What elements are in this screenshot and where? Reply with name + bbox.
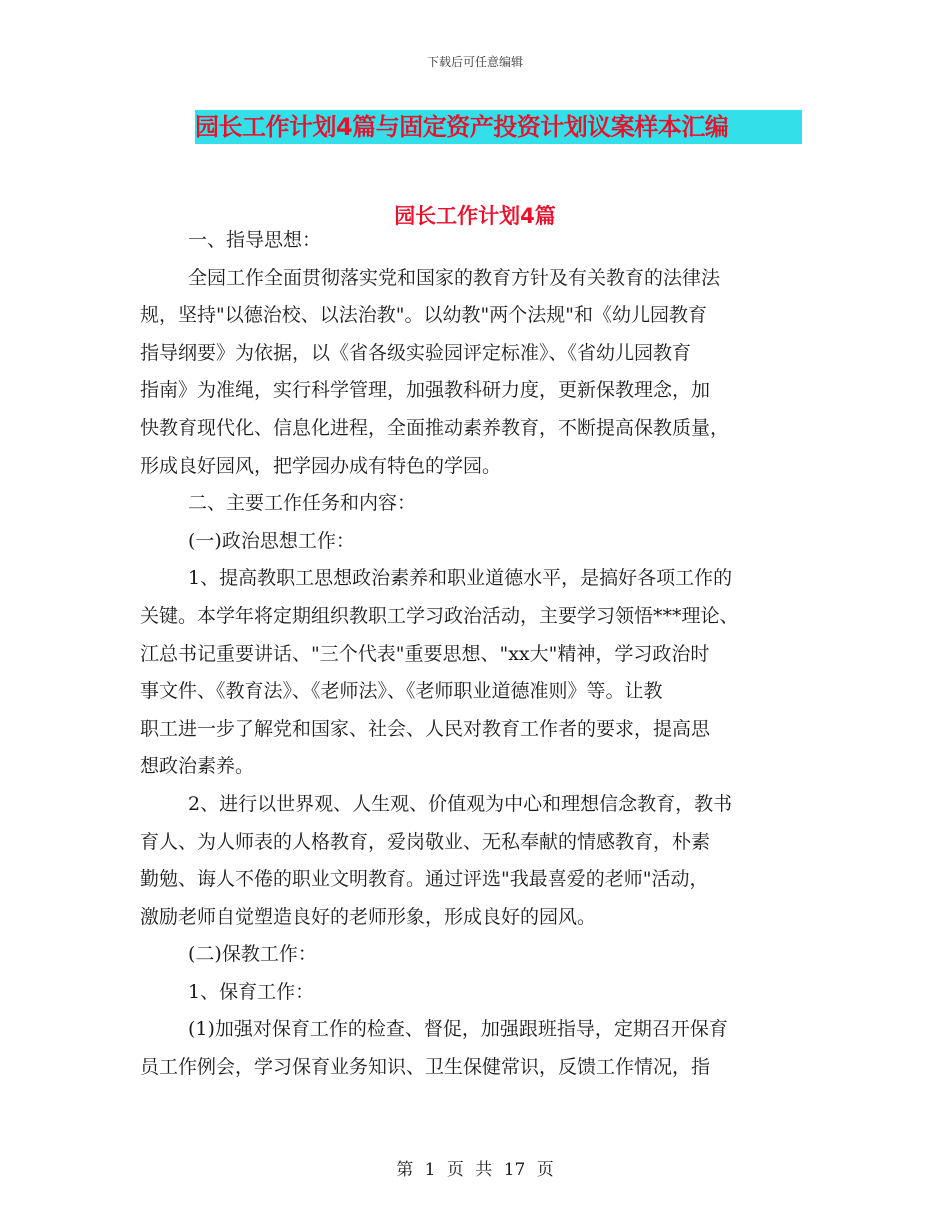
paragraph-line: 全园工作全面贯彻落实党和国家的教育方针及有关教育的法律法	[188, 266, 721, 289]
header-note: 下载后可任意编辑	[426, 55, 523, 69]
paragraph-line: (二)保教工作：	[188, 943, 317, 966]
paragraph-line: (1)加强对保育工作的检查、督促，加强跟班指导，定期召开保育	[188, 1018, 728, 1041]
paragraph-line: 育人、为人师表的人格教育，爱岗敬业、无私奉献的情感教育，朴素	[140, 830, 711, 853]
page-footer: 第 1 页 共 17 页	[396, 1160, 554, 1180]
paragraph-line: 勤勉、诲人不倦的职业文明教育。通过评选"我最喜爱的老师"活动，	[140, 868, 709, 891]
paragraph-line: 1、提高教职工思想政治素养和职业道德水平，是搞好各项工作的	[188, 567, 733, 590]
paragraph-line: 快教育现代化、信息化进程，全面推动素养教育，不断提高保教质量，	[140, 416, 730, 439]
paragraph-line: (一)政治思想工作：	[188, 529, 355, 552]
paragraph-line: 员工作例会，学习保育业务知识、卫生保健常识，反馈工作情况，指	[140, 1056, 711, 1079]
paragraph-line: 关键。本学年将定期组织教职工学习政治活动，主要学习领悟***理论、	[140, 604, 739, 627]
paragraph-line: 事文件、《教育法》、《老师法》、《老师职业道德准则》等。让教	[140, 680, 663, 703]
paragraph-line: 指导纲要》为依据，以《省各级实验园评定标准》、《省幼儿园教育	[140, 341, 692, 364]
paragraph-line: 职工进一步了解党和国家、社会、人民对教育工作者的要求，提高思	[140, 717, 711, 740]
paragraph-line: 形成良好园风，把学园办成有特色的学园。	[140, 454, 502, 477]
document-title: 园长工作计划4篇与固定资产投资计划议案样本汇编	[195, 110, 802, 144]
paragraph-line: 想政治素养。	[140, 755, 255, 778]
paragraph-line: 二、主要工作任务和内容：	[188, 492, 417, 515]
paragraph-line: 2、进行以世界观、人生观、价值观为中心和理想信念教育，教书	[188, 792, 733, 815]
paragraph-line: 江总书记重要讲话、"三个代表"重要思想、"xx大"精神，学习政治时	[140, 642, 710, 665]
paragraph-line: 指南》为准绳，实行科学管理，加强教科研力度，更新保教理念，加	[140, 379, 711, 402]
paragraph-line: 一、指导思想：	[188, 229, 322, 251]
paragraph-line: 规，坚持"以德治校、以法治教"。以幼教"两个法规"和《幼儿园教育	[140, 304, 707, 327]
paragraph-line: 激励老师自觉塑造良好的老师形象，形成良好的园风。	[140, 905, 597, 928]
paragraph-line: 1、保育工作：	[188, 980, 315, 1003]
section-title: 园长工作计划4篇	[394, 204, 556, 228]
document-body	[140, 222, 820, 1087]
